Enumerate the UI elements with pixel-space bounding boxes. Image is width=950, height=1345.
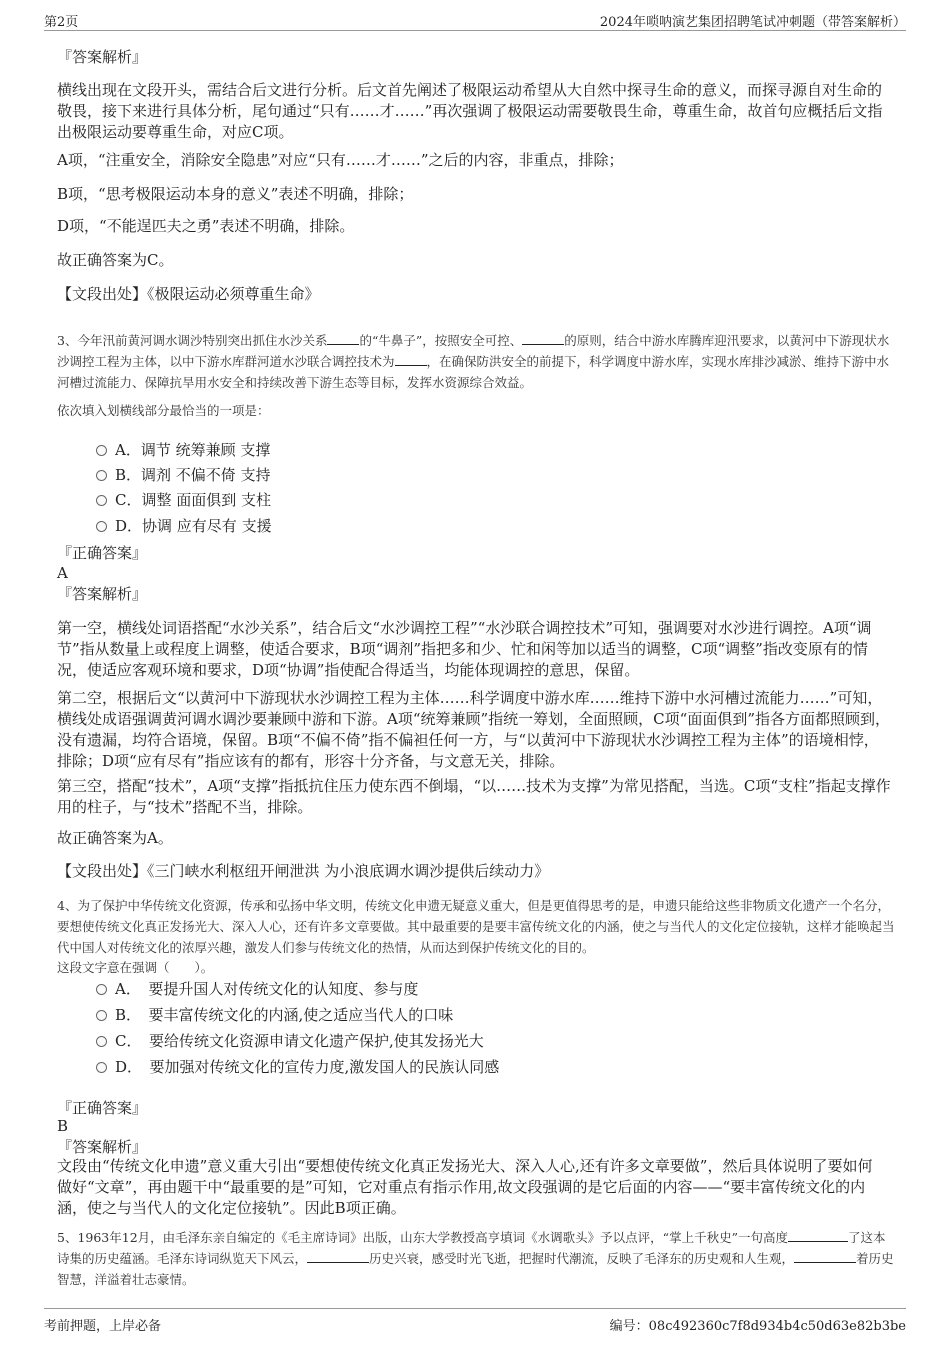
radio-icon[interactable]	[96, 445, 107, 456]
q5-blank-2	[307, 1248, 369, 1263]
radio-icon[interactable]	[96, 470, 107, 481]
q5-stem	[57, 1227, 895, 1290]
q4-prompt: 这段文字意在强调（ ）。	[57, 960, 214, 975]
radio-icon[interactable]	[96, 1036, 107, 1047]
q3-stem-seg1: 3、今年汛前黄河调水调沙特别突出抓住水沙关系	[57, 333, 328, 348]
q3-option-d[interactable]: D．协调 应有尽有 支援	[96, 516, 272, 536]
q2-analysis-label: 『答案解析』	[57, 48, 148, 66]
footer-slogan: 考前押题，上岸必备	[44, 1319, 162, 1334]
q3-stem-seg2: 的“牛鼻子”，按照安全可控、	[359, 333, 523, 348]
radio-icon[interactable]	[96, 495, 107, 506]
q4-analysis-label: 『答案解析』	[57, 1138, 148, 1156]
q5-stem-seg2: 了这本诗集的历史蕴涵。毛泽东诗词纵览天下风云，	[57, 1230, 886, 1266]
radio-icon[interactable]	[96, 1062, 107, 1073]
q4-answer-label: 『正确答案』	[57, 1099, 148, 1117]
q3-source: 【文段出处】《三门峡水利枢纽开闸泄洪 为小浪底调水调沙提供后续动力》	[57, 862, 550, 880]
q3-analysis-p3: 第三空，搭配“技术”，A项“支撑”指抵抗住压力使东西不倒塌，“以……技术为支撑”为常见搭配，当选。C项“支柱”指起支撑作用的柱子，与“技术”搭配不当，排除。	[57, 777, 891, 816]
q3-stem	[57, 330, 895, 393]
q3-blank-3	[395, 351, 427, 366]
q3-stem-seg4: ，在确保防洪安全的前提下，科学调度中游水库，实现水库排沙减淤、维持下游中水河槽过流能力、保障抗旱用水安全和持续改善下游生态等目标，发挥水资源综合效益。	[57, 354, 890, 390]
q2-analysis-paragraph: 横线出现在文段开头，需结合后文进行分析。后文首先阐述了极限运动希望从大自然中探寻生命的意义，而探寻源自对生命的敬畏，接下来进行具体分析，尾句通过“只有……才……”再次强调了极限运动需要敬畏生命，尊重生命，故首句应概括后文指出极限运动要尊重生命，对应C项。	[57, 81, 883, 141]
document-id: 编号：08c492360c7f8d934b4c50d63e82b3be	[609, 1319, 906, 1334]
q3-option-c[interactable]: C．调整 面面俱到 支柱	[96, 490, 271, 510]
q3-option-a[interactable]: A．调节 统筹兼顾 支撑	[96, 440, 270, 460]
q2-analysis-b: B项，“思考极限运动本身的意义”表述不明确，排除；	[57, 185, 414, 203]
document-title: 2024年唢呐演艺集团招聘笔试冲刺题（带答案解析）	[599, 15, 906, 30]
q2-analysis-a: A项，“注重安全，消除安全隐患”对应“只有……才……”之后的内容，非重点，排除；	[57, 151, 624, 169]
q3-analysis-p2: 第二空，根据后文“以黄河中下游现状水沙调控工程为主体……科学调度中游水库……维持下游中水河槽过流能力……”可知，横线处成语强调黄河调水调沙要兼顾中游和下游。A项“统筹兼顾”指统一筹划，全面照顾，C项“面面俱到”指各方面都照顾到，没有遗漏，均符合语境，保留。B项“不偏不倚”指不偏袒任何一方，与“以黄河中下游现状水沙调控工程为主体”的语境相悖，排除；D项“应有尽有”指应该有的都有，形容十分齐备，与文意无关，排除。	[57, 689, 890, 770]
q3-analysis-p1: 第一空，横线处词语搭配“水沙关系”，结合后文“水沙调控工程”“水沙联合调控技术”可知，强调要对水沙进行调控。A项“调节”指从数量上或程度上调整，使适合要求，B项“调剂”指把多和少、忙和闲等加以适当的调整，C项“调整”指改变原有的情况，使适应客观环境和要求，D项“协调”指使配合得适当，均能体现调控的意思，保留。	[57, 619, 872, 679]
q2-analysis-d: D项，“不能逞匹夫之勇”表述不明确，排除。	[57, 217, 355, 235]
q4-option-c[interactable]: C． 要给传统文化资源申请文化遗产保护,使其发扬光大	[96, 1031, 484, 1051]
q5-blank-3	[794, 1248, 856, 1263]
q4-option-d[interactable]: D． 要加强对传统文化的宣传力度,激发国人的民族认同感	[96, 1057, 499, 1077]
q5-stem-seg3: 历史兴衰，感受时光飞逝，把握时代潮流，反映了毛泽东的历史观和人生观，	[369, 1251, 795, 1266]
q2-answer-line: 故正确答案为C。	[57, 251, 174, 269]
q5-stem-seg4: 着历史智慧，洋溢着壮志豪情。	[57, 1251, 894, 1287]
q3-analysis-label: 『答案解析』	[57, 585, 148, 603]
q3-answer-line: 故正确答案为A。	[57, 829, 173, 847]
q3-answer: A	[57, 564, 68, 582]
q2-source: 【文段出处】《极限运动必须尊重生命》	[57, 285, 320, 303]
radio-icon[interactable]	[96, 984, 107, 995]
q3-blank-2	[522, 330, 564, 345]
page-number: 第2页	[44, 15, 79, 30]
q4-option-b[interactable]: B． 要丰富传统文化的内涵,使之适应当代人的口味	[96, 1005, 453, 1025]
q3-blank-1	[327, 330, 359, 345]
q4-stem: 4、为了保护中华传统文化资源，传承和弘扬中华文明，传统文化申遗无疑意义重大，但是更值得思考的是，申遗只能给这些非物质文化遗产一个名分，要想使传统文化真正发扬光大、深入人心，还有许多文章要做。其中最重要的是要丰富传统文化的内涵，使之与当代人的文化定位接轨，这样才能唤起当代中国人对传统文化的浓厚兴趣，激发人们参与传统文化的热情，从而达到保护传统文化的目的。	[57, 898, 895, 955]
q4-analysis: 文段由“传统文化申遗”意义重大引出“要想使传统文化真正发扬光大、深入人心,还有许多文章要做”，然后具体说明了要如何做好“文章”，再由题干中“最重要的是”可知，它对重点有指示作用,故文段强调的是它后面的内容——“要丰富传统文化的内涵，使之与当代人的文化定位接轨”。因此B项正确。	[57, 1157, 873, 1217]
q3-prompt: 依次填入划横线部分最恰当的一项是：	[57, 403, 270, 418]
q3-option-b[interactable]: B．调剂 不偏不倚 支持	[96, 465, 271, 485]
radio-icon[interactable]	[96, 521, 107, 532]
q5-stem-seg1: 5、1963年12月，由毛泽东亲自编定的《毛主席诗词》出版，山东大学教授高亨填词《水调歌头》予以点评，“掌上千秋史”一句高度	[57, 1230, 788, 1245]
q5-blank-1	[788, 1227, 848, 1242]
q3-answer-label: 『正确答案』	[57, 544, 148, 562]
page-header	[44, 8, 906, 31]
page-footer	[44, 1308, 906, 1339]
q4-answer: B	[57, 1117, 69, 1135]
q4-option-a[interactable]: A． 要提升国人对传统文化的认知度、参与度	[96, 979, 418, 999]
q3-stem-seg3: 的原则，结合中游水库腾库迎汛要求，以黄河中下游现状水沙调控工程为主体，以中下游水库群河道水沙联合调控技术为	[57, 333, 890, 369]
radio-icon[interactable]	[96, 1010, 107, 1021]
